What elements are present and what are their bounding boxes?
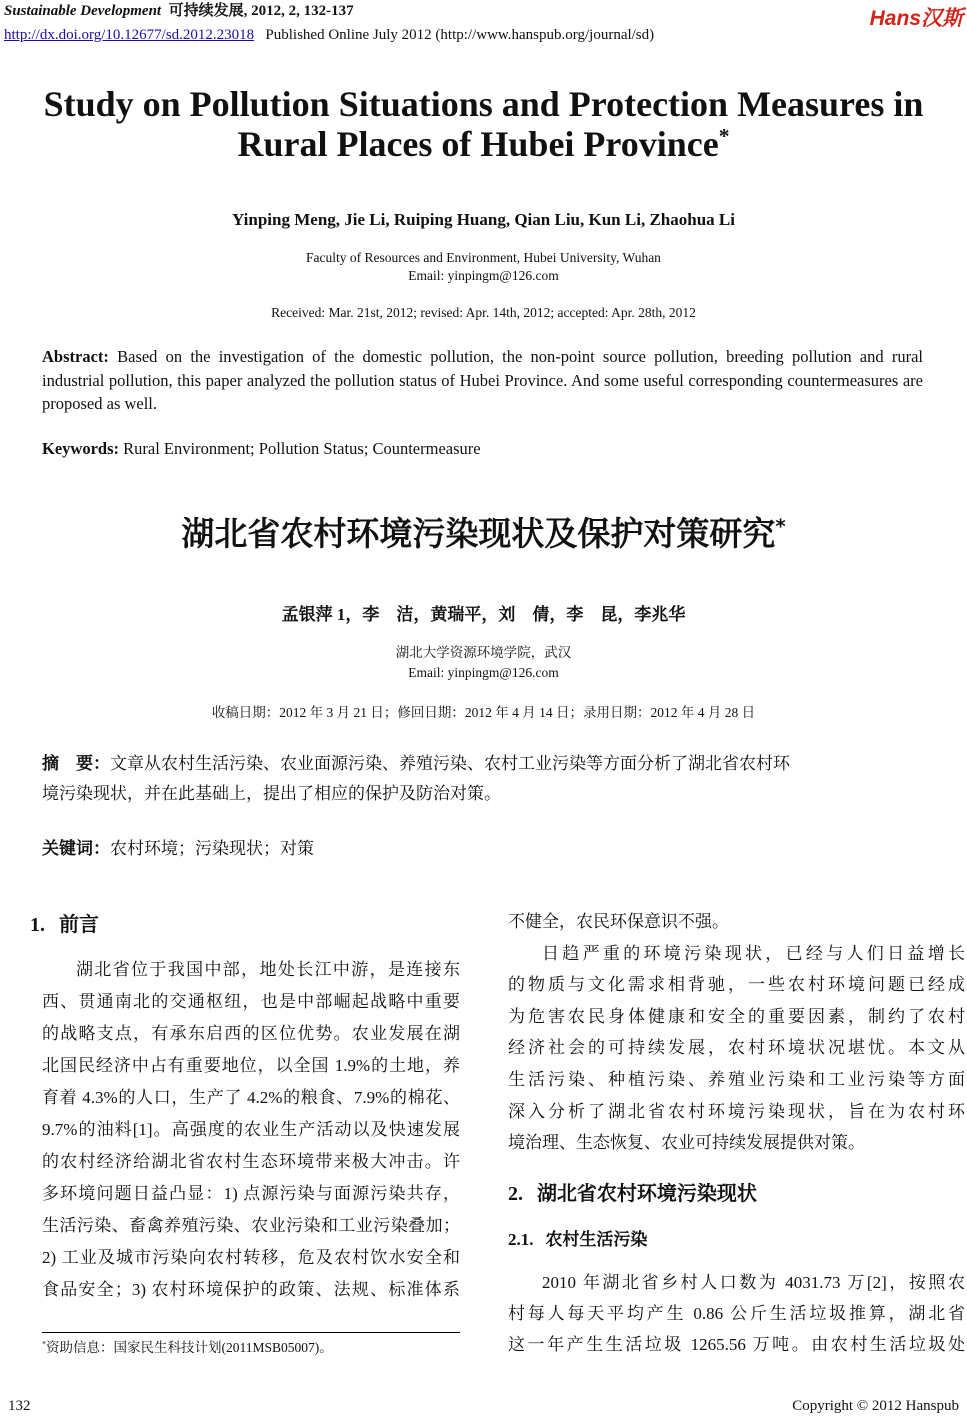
text-line: 日趋严重的环境污染现状，已经与人们日益增长 — [542, 943, 965, 963]
journal-header — [4, 2, 354, 20]
page-number: 132 — [8, 1398, 31, 1414]
cn-title — [0, 508, 967, 555]
abstract-label: Abstract: — [42, 347, 109, 366]
cn-abstract-line2: 境污染现状，并在此基础上，提出了相应的保护及防治对策。 — [42, 784, 501, 803]
section-2-title: 湖北省农村环境污染现状 — [536, 1181, 757, 1205]
journal-name: Sustainable Development — [4, 3, 162, 19]
cn-keywords-text: 农村环境；污染现状；对策 — [110, 839, 314, 858]
keywords-label: Keywords: — [42, 439, 119, 458]
text-line: 的农村经济给湖北省农村生态环境带来极大冲击。许 — [42, 1152, 460, 1171]
footnote-mark: * — [42, 1339, 47, 1349]
cn-keywords-label: 关键词： — [42, 839, 110, 859]
en-affiliation: Faculty of Resources and Environment, Hubei University, Wuhan — [306, 250, 661, 265]
doi-line — [4, 26, 654, 44]
section-2-1-heading — [508, 1225, 647, 1250]
cn-received: 收稿日期：2012 年 3 月 21 日；修回日期：2012 年 4 月 14 日；录用日期：2012 年 4 月 28 日 — [211, 705, 756, 720]
journal-issue: 可持续发展, 2012, 2, 132-137 — [168, 3, 354, 19]
text-line: 2010 年湖北省乡村人口数为 4031.73 万[2]，按照农 — [542, 1273, 965, 1292]
cn-keywords — [42, 834, 314, 859]
en-title-line2: Rural Places of Hubei Province — [237, 124, 719, 164]
en-received: Received: Mar. 21st, 2012; revised: Apr. 14th, 2012; accepted: Apr. 28th, 2012 — [271, 305, 696, 320]
doi-link[interactable]: http://dx.doi.org/10.12677/sd.2012.23018 — [4, 27, 255, 43]
text-line: 西、贯通南北的交通枢纽，也是中部崛起战略中重要 — [42, 992, 460, 1011]
footnote — [42, 1338, 333, 1357]
text-line: 不健全，农民环保意识不强。 — [508, 912, 729, 931]
text-line: 境治理、生态恢复、农业可持续发展提供对策。 — [508, 1133, 865, 1153]
footnote-text: 资助信息：国家民生科技计划(2011MSB05007)。 — [46, 1340, 333, 1355]
copyright: Copyright © 2012 Hanspub — [792, 1398, 959, 1414]
section-2-heading — [508, 1177, 757, 1206]
cn-authors: 孟银萍 1，李 洁，黄瑞平，刘 倩，李 昆，李兆华 — [281, 605, 686, 624]
cn-abstract — [42, 749, 923, 809]
text-line: 北国民经济中占有重要地位，以全国 1.9%的土地，养 — [42, 1056, 460, 1075]
section-1-num: 1. — [30, 914, 45, 936]
section-2-1-num: 2.1. — [508, 1230, 534, 1249]
en-email: Email: yinpingm@126.com — [408, 268, 559, 283]
cn-abstract-label: 摘 要： — [42, 754, 110, 774]
text-line: 育着 4.3%的人口，生产了 4.2%的粮食、7.9%的棉花、 — [42, 1088, 460, 1107]
text-line: 湖北省位于我国中部，地处长江中游，是连接东 — [76, 960, 460, 979]
text-line: 生活污染、畜禽养殖污染、农业污染和工业污染叠加； — [42, 1216, 460, 1235]
cn-abstract-line1: 文章从农村生活污染、农业面源污染、养殖污染、农村工业污染等方面分析了湖北省农村环 — [110, 754, 790, 773]
section-1-title: 前言 — [58, 912, 99, 936]
text-line: 为危害农民身体健康和安全的重要因素，制约了农村 — [508, 1006, 965, 1026]
en-title — [0, 84, 967, 164]
cn-title-text: 湖北省农村环境污染现状及保护对策研究 — [181, 514, 776, 553]
keywords-text: Rural Environment; Pollution Status; Countermeasure — [119, 439, 481, 458]
abstract-text: Based on the investigation of the domestic pollution, the non-point source pollution, breeding pollution and rural industrial pollution, this paper analyzed the pollution status of Hubei Province. And some useful corresponding countermeasures are proposed as well. — [42, 347, 923, 413]
text-line: 多环境问题日益凸显：1) 点源污染与面源污染共存， — [42, 1184, 460, 1203]
text-line: 的物质与文化需求相背驰，一些农村环境问题已经成 — [508, 975, 965, 995]
cn-title-mark: * — [775, 515, 786, 538]
text-line: 9.7%的油料[1]。高强度的农业生产活动以及快速发展 — [42, 1120, 460, 1139]
text-line: 的战略支点，有承东启西的区位优势。农业发展在湖 — [42, 1024, 460, 1043]
text-line: 食品安全；3) 农村环境保护的政策、法规、标准体系 — [42, 1280, 460, 1299]
section-2-num: 2. — [508, 1183, 523, 1205]
en-authors: Yinping Meng, Jie Li, Ruiping Huang, Qian Liu, Kun Li, Zhaohua Li — [232, 210, 735, 229]
en-abstract — [42, 345, 923, 416]
text-line: 生活污染、种植污染、养殖业污染和工业污染等方面 — [508, 1070, 965, 1089]
text-line: 这一年产生生活垃圾 1265.56 万吨。由农村生活垃圾处 — [508, 1335, 965, 1354]
section-1-heading — [30, 908, 99, 937]
text-line: 经济社会的可持续发展，农村环境状况堪忧。本文从 — [508, 1038, 965, 1058]
section-2-1-title: 农村生活污染 — [545, 1230, 648, 1250]
hans-logo: Hans汉斯 — [869, 7, 963, 30]
text-line: 深入分析了湖北省农村环境污染现状，旨在为农村环 — [508, 1101, 965, 1121]
footnote-divider — [42, 1332, 460, 1333]
text-line: 2) 工业及城市污染向农村转移，危及农村饮水安全和 — [42, 1248, 460, 1267]
en-title-line1: Study on Pollution Situations and Protection Measures in — [43, 84, 924, 124]
cn-email: Email: yinpingm@126.com — [408, 665, 559, 680]
title-footnote-mark: * — [718, 124, 730, 148]
text-line: 村每人每天平均产生 0.86 公斤生活垃圾推算，湖北省 — [508, 1304, 965, 1323]
cn-affiliation: 湖北大学资源环境学院，武汉 — [395, 645, 572, 660]
en-keywords — [42, 437, 923, 461]
published-info: Published Online July 2012 (http://www.hanspub.org/journal/sd) — [265, 27, 655, 43]
